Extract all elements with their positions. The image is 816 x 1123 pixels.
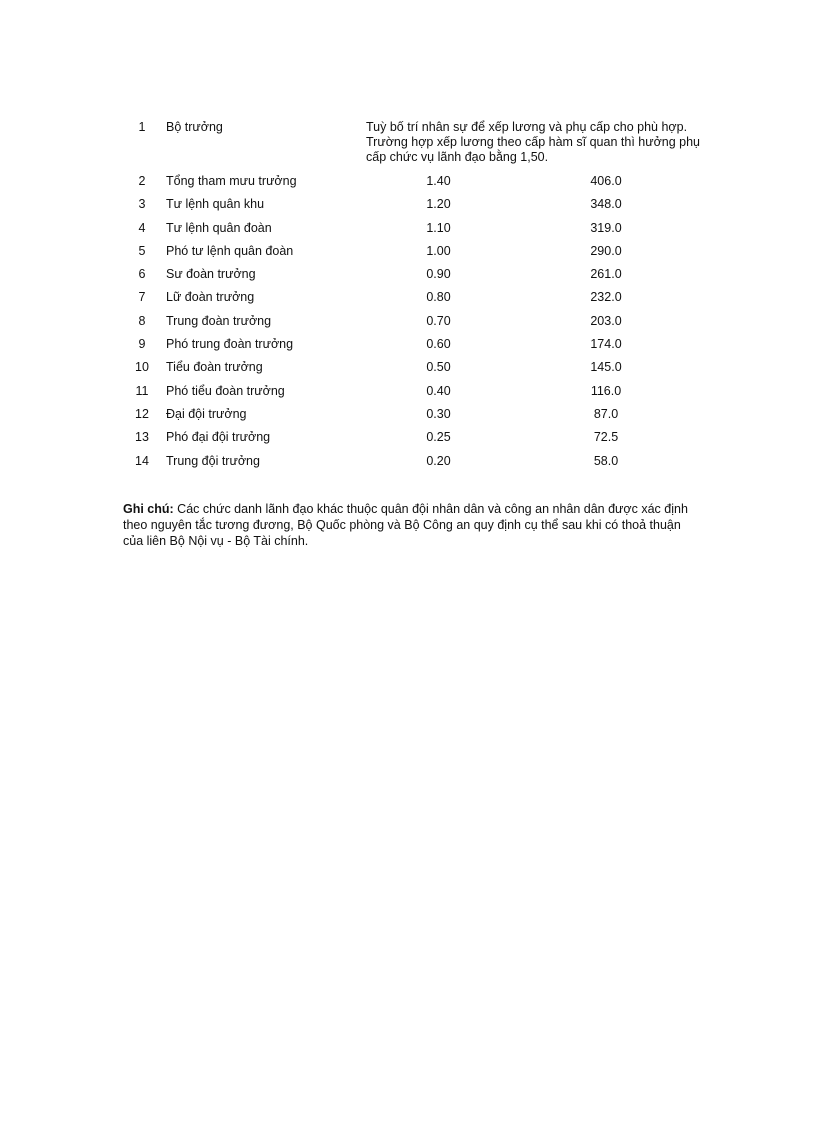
amount-value: 145.0 xyxy=(590,360,622,375)
row-note xyxy=(366,120,738,165)
position-title: Tiểu đoàn trưởng xyxy=(166,360,263,375)
row-number: 8 xyxy=(138,313,146,328)
amount-value: 348.0 xyxy=(590,197,622,212)
coefficient-value: 1.20 xyxy=(426,197,451,212)
amount-value: 261.0 xyxy=(590,267,622,282)
row-number: 6 xyxy=(138,267,146,282)
row-number: 10 xyxy=(135,360,149,375)
amount-value: 319.0 xyxy=(590,220,622,235)
table-row xyxy=(118,360,738,383)
position-title: Trung đoàn trưởng xyxy=(166,313,272,328)
row-note-line: Tuỳ bố trí nhân sự để xếp lương và phụ cấp cho phù hợp. xyxy=(366,120,688,134)
table-row xyxy=(118,454,738,477)
table-row xyxy=(118,407,738,430)
amount-value: 174.0 xyxy=(590,337,622,352)
table-row xyxy=(118,221,738,244)
row-number: 14 xyxy=(135,453,149,468)
row-number: 7 xyxy=(138,290,146,305)
amount-value: 72.5 xyxy=(593,430,619,445)
coefficient-value: 0.20 xyxy=(426,453,451,468)
position-title: Tư lệnh quân đoàn xyxy=(166,220,272,235)
row-number: 1 xyxy=(138,120,146,134)
coefficient-value: 0.25 xyxy=(426,430,451,445)
row-number: 12 xyxy=(135,406,149,421)
coefficient-value: 0.30 xyxy=(426,406,451,421)
allowance-table xyxy=(118,120,738,477)
table-row xyxy=(118,120,738,174)
coefficient-value: 1.10 xyxy=(426,220,451,235)
row-number: 13 xyxy=(135,430,149,445)
table-row xyxy=(118,314,738,337)
amount-value: 232.0 xyxy=(590,290,622,305)
table-row xyxy=(118,384,738,407)
amount-value: 203.0 xyxy=(590,313,622,328)
coefficient-value: 0.40 xyxy=(426,383,451,398)
coefficient-value: 1.40 xyxy=(426,174,451,188)
amount-value: 116.0 xyxy=(590,383,622,398)
footnote-label: Ghi chú: xyxy=(123,502,174,516)
coefficient-value: 0.80 xyxy=(426,290,451,305)
amount-value: 58.0 xyxy=(593,453,619,468)
table-row xyxy=(118,267,738,290)
position-title: Lữ đoàn trưởng xyxy=(166,290,255,305)
position-title: Tư lệnh quân khu xyxy=(166,197,265,212)
table-row xyxy=(118,244,738,267)
position-title: Đại đội trưởng xyxy=(166,406,247,421)
amount-value: 87.0 xyxy=(593,406,619,421)
coefficient-value: 0.60 xyxy=(426,337,451,352)
table-row xyxy=(118,174,738,197)
footnote xyxy=(123,501,703,549)
coefficient-value: 0.90 xyxy=(426,267,451,282)
coefficient-value: 0.70 xyxy=(426,313,451,328)
row-number: 9 xyxy=(138,337,146,352)
table-row xyxy=(118,290,738,313)
coefficient-value: 0.50 xyxy=(426,360,451,375)
position-title: Phó đại đội trưởng xyxy=(166,430,271,445)
row-number: 5 xyxy=(138,243,146,258)
position-title: Phó trung đoàn trưởng xyxy=(166,337,294,352)
row-number: 3 xyxy=(138,197,146,212)
row-number: 2 xyxy=(138,174,146,188)
row-number: 4 xyxy=(138,220,146,235)
row-note-line: Trường hợp xếp lương theo cấp hàm sĩ quan thì hưởng phụ xyxy=(366,135,701,149)
coefficient-value: 1.00 xyxy=(426,243,451,258)
table-row xyxy=(118,337,738,360)
position-title: Bộ trưởng xyxy=(166,120,223,134)
footnote-text: Các chức danh lãnh đạo khác thuộc quân đội nhân dân và công an nhân dân được xác định theo nguyên tắc tương đương, Bộ Quốc phòng và Bộ Công an quy định cụ thể sau khi có thoả thuận của liên Bộ Nội vụ - Bộ Tài chính. xyxy=(123,502,688,548)
position-title: Tổng tham mưu trưởng xyxy=(166,174,297,188)
row-number: 11 xyxy=(135,383,149,398)
position-title: Phó tư lệnh quân đoàn xyxy=(166,243,294,258)
position-title: Phó tiểu đoàn trưởng xyxy=(166,383,285,398)
table-row xyxy=(118,430,738,453)
amount-value: 406.0 xyxy=(590,174,622,188)
position-title: Trung đội trưởng xyxy=(166,453,260,468)
position-title: Sư đoàn trưởng xyxy=(166,267,256,282)
amount-value: 290.0 xyxy=(590,243,622,258)
table-row xyxy=(118,197,738,220)
row-note-line: cấp chức vụ lãnh đạo bằng 1,50. xyxy=(366,150,549,164)
